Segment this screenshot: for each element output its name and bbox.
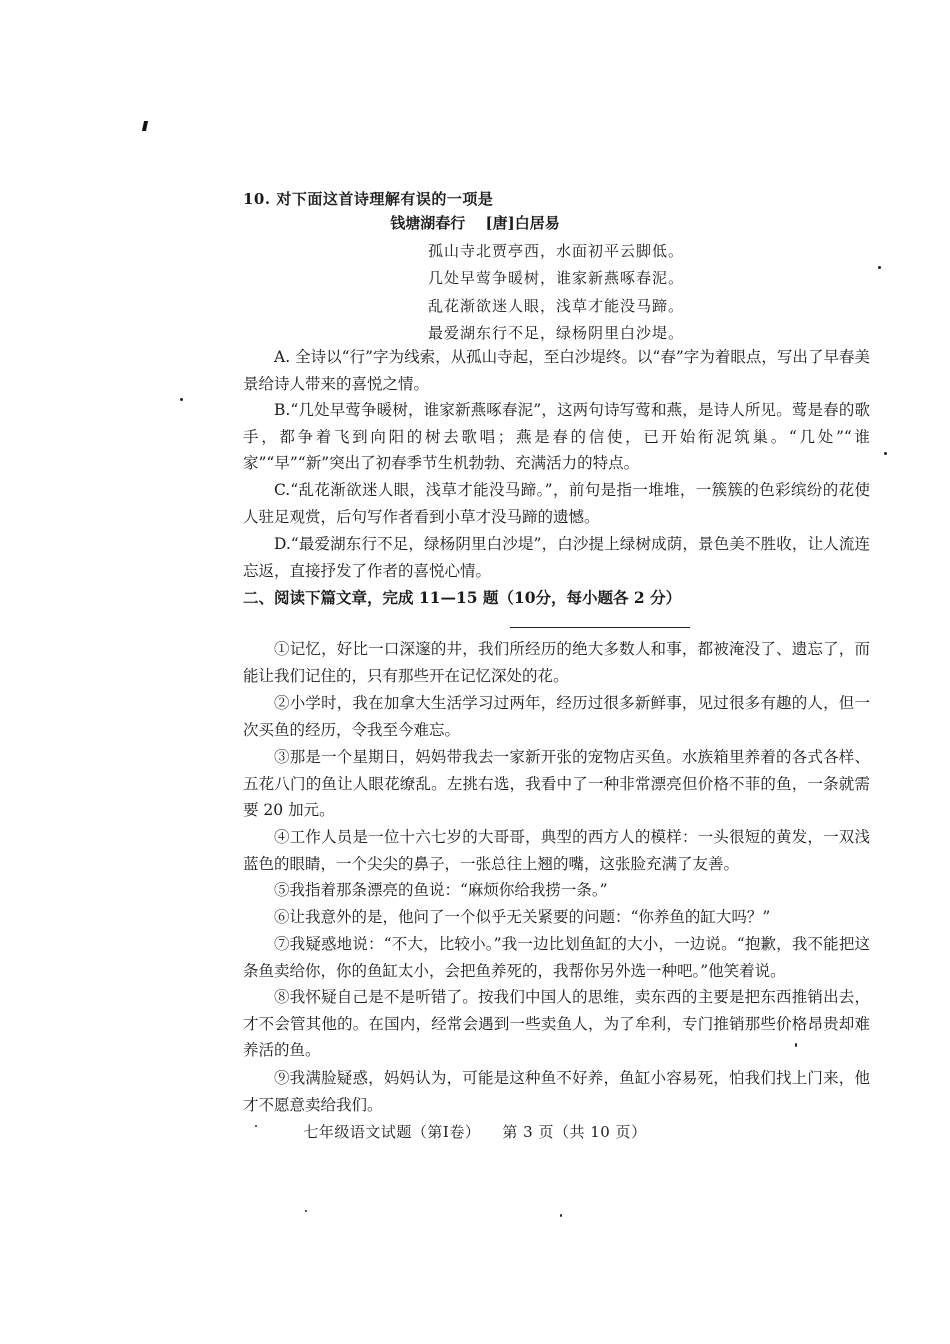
article-paragraph-8: ⑧我怀疑自己是不是听错了。按我们中国人的思维，卖东西的主要是把东西推销出去，才不会管其他的。在国内，经常会遇到一些卖鱼人，为了牟利，专门推销那些价格昂贵却难养活的鱼。 xyxy=(243,988,870,1059)
article-paragraph-7: ⑦我疑惑地说：“不大，比较小。”我一边比划鱼缸的大小，一边说。“抱歉，我不能把这条鱼卖给你，你的鱼缸太小，会把鱼养死的，我帮你另外选一种吧。”他笑着说。 xyxy=(243,935,870,980)
scan-speck xyxy=(878,266,881,269)
option-a: A. 全诗以“行”字为线索，从孤山寺起，至白沙堤终。以“春”字为着眼点，写出了早春美景给诗人带来的喜悦之情。 xyxy=(243,348,870,393)
article-paragraph-5: ⑤我指着那条漂亮的鱼说：“麻烦你给我捞一条。” xyxy=(274,881,608,899)
poem-line: 孤山寺北贾亭西，水面初平云脚低。 xyxy=(428,242,685,260)
scan-speck xyxy=(884,452,887,455)
scan-speck xyxy=(255,1125,257,1127)
poem-line: 几处早莺争暖树，谁家新燕啄春泥。 xyxy=(428,269,685,287)
section-2-heading: 二、阅读下篇文章，完成 11—15 题（10分，每小题各 2 分） xyxy=(243,588,682,607)
poem-line: 最爱湖东行不足，绿杨阴里白沙堤。 xyxy=(428,324,685,342)
article-paragraph-6: ⑥让我意外的是，他问了一个似乎无关紧要的问题：“你养鱼的缸大吗？” xyxy=(274,908,771,926)
article-paragraph-3: ③那是一个星期日，妈妈带我去一家新开张的宠物店买鱼。水族箱里养着的各式各样、五花八门的鱼让人眼花缭乱。左挑右选，我看中了一种非常漂亮但价格不菲的鱼，一条就需要 20 加元。 xyxy=(243,748,870,819)
scan-speck xyxy=(180,398,183,401)
option-d: D.“最爱湖东行不足，绿杨阴里白沙堤”，白沙提上绿树成荫，景色美不胜收，让人流连忘返，直接抒发了作者的喜悦心情。 xyxy=(243,535,870,580)
scan-speck xyxy=(795,1043,797,1047)
scan-speck xyxy=(560,1214,562,1217)
question-10-title: 10. 对下面这首诗理解有误的一项是 xyxy=(243,190,494,208)
article-title-blank xyxy=(510,627,690,628)
article-paragraph-1: ①记忆，好比一口深邃的井，我们所经历的绝大多数人和事，都被淹没了、遗忘了，而能让我们记住的，只有那些开在记忆深处的花。 xyxy=(243,640,870,685)
poem-title: 钱塘湖春行 [唐]白居易 xyxy=(390,214,560,232)
scan-speck xyxy=(305,1210,307,1212)
page-footer xyxy=(0,1121,950,1142)
page-number: 第 3 页（共 10 页） xyxy=(502,1123,647,1141)
scan-mark xyxy=(142,121,148,131)
exam-name: 七年级语文试题（第Ⅰ卷） xyxy=(303,1123,481,1141)
article-paragraph-9: ⑨我满脸疑惑，妈妈认为，可能是这种鱼不好养，鱼缸小容易死，怕我们找上门来，他才不愿意卖给我们。 xyxy=(243,1069,870,1114)
poem-line: 乱花渐欲迷人眼，浅草才能没马蹄。 xyxy=(428,297,685,315)
option-b: B.“几处早莺争暖树，谁家新燕啄春泥”，这两句诗写莺和燕，是诗人所见。莺是春的歌手，都争着飞到向阳的树去歌唱；燕是春的信使，已开始衔泥筑巢。“几处”“谁家”“早”“新”突出了初春季节生机勃勃、充满活力的特点。 xyxy=(243,401,870,472)
option-c: C.“乱花渐欲迷人眼，浅草才能没马蹄。”，前句是指一堆堆，一簇簇的色彩缤纷的花使人驻足观赏，后句写作者看到小草才没马蹄的遗憾。 xyxy=(243,481,870,526)
article-paragraph-4: ④工作人员是一位十六七岁的大哥哥，典型的西方人的模样：一头很短的黄发，一双浅蓝色的眼睛，一个尖尖的鼻子，一张总往上翘的嘴，这张脸充满了友善。 xyxy=(243,828,870,873)
article-paragraph-2: ②小学时，我在加拿大生活学习过两年，经历过很多新鲜事，见过很多有趣的人，但一次买鱼的经历，令我至今难忘。 xyxy=(243,694,870,739)
